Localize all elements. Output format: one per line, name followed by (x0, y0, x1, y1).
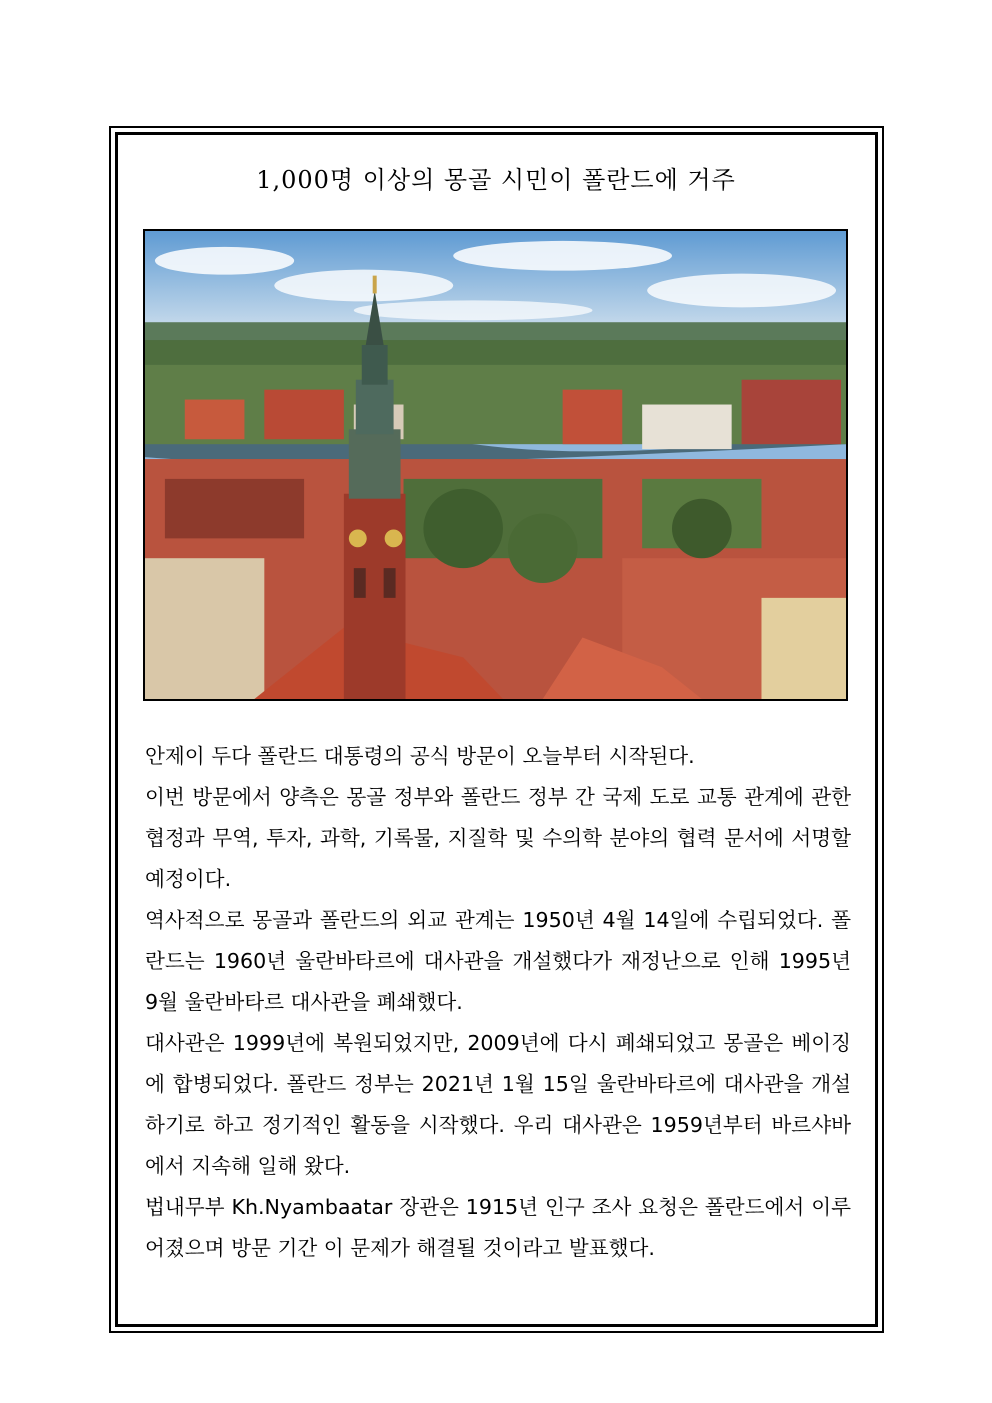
city-photo-illustration (145, 231, 846, 699)
paragraph: 법내무부 Kh.Nyambaatar 장관은 1915년 인구 조사 요청은 폴란드에서 이루어졌으며 방문 기간 이 문제가 해결될 것이라고 발표했다. (145, 1195, 851, 1260)
paragraph: 대사관은 1999년에 복원되었지만, 2009년에 다시 폐쇄되었고 몽골은 베이징에 합병되었다. 폴란드 정부는 2021년 1월 15일 울란바타르에 대사관을 개설하기로 하고 정기적인 활동을 시작했다. 우리 대사관은 1959년부터 바르샤바에서 지속해 일해 왔다. (145, 1031, 851, 1178)
paragraph: 이번 방문에서 양측은 몽골 정부와 폴란드 정부 간 국제 도로 교통 관계에 관한 협정과 무역, 투자, 과학, 기록물, 지질학 및 수의학 분야의 협력 문서에 서명할 예정이다. (145, 785, 851, 891)
article-body (145, 736, 851, 1269)
city-photo (143, 229, 848, 701)
article-title: 1,000명 이상의 몽골 시민이 폴란드에 거주 (256, 166, 736, 194)
paragraph: 역사적으로 몽골과 폴란드의 외교 관계는 1950년 4월 14일에 수립되었다. 폴란드는 1960년 울란바타르에 대사관을 개설했다가 재정난으로 인해 1995년 9월 울란바타르 대사관을 폐쇄했다. (145, 908, 851, 1014)
paragraph: 안제이 두다 폴란드 대통령의 공식 방문이 오늘부터 시작된다. (145, 744, 695, 768)
